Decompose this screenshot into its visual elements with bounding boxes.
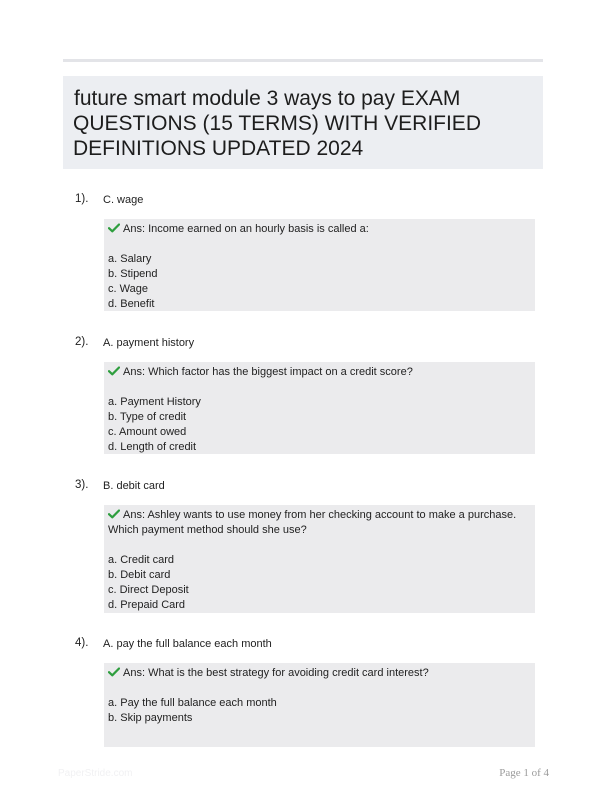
option-item: b. Debit card — [108, 569, 171, 581]
question-term: A. payment history — [103, 337, 195, 349]
option-item: a. Salary — [108, 253, 152, 265]
options-list — [108, 395, 529, 455]
answer-question-text: Which payment method should she use? — [108, 524, 307, 536]
option-item: b. Stipend — [108, 268, 158, 280]
title-line: QUESTIONS (15 TERMS) WITH VERIFIED — [73, 112, 481, 135]
answer-question-text: Ans: Income earned on an hourly basis is called a: — [123, 223, 369, 235]
question-number: 2). — [75, 336, 89, 348]
options-list — [108, 553, 529, 613]
answer-question-text: Ans: What is the best strategy for avoiding credit card interest? — [123, 667, 429, 679]
answer-question — [108, 508, 529, 523]
option-item: a. Payment History — [108, 396, 201, 408]
option-item: c. Amount owed — [108, 426, 187, 438]
question-number: 4). — [75, 637, 89, 649]
checkmark-icon — [108, 223, 120, 233]
question-term: C. wage — [103, 194, 144, 206]
option-item: c. Direct Deposit — [108, 584, 189, 596]
options-list — [108, 696, 529, 726]
option-item: b. Skip payments — [108, 712, 193, 724]
answer-question — [108, 222, 529, 237]
question-number: 3). — [75, 479, 89, 491]
answer-box — [104, 362, 535, 454]
option-item: d. Benefit — [108, 298, 155, 310]
top-divider — [63, 59, 543, 62]
option-item: a. Credit card — [108, 554, 175, 566]
title-line: future smart module 3 ways to pay EXAM — [74, 87, 461, 110]
answer-box — [104, 505, 535, 613]
page-number: Page 1 of 4 — [499, 767, 549, 779]
checkmark-icon — [108, 509, 120, 519]
option-item: b. Type of credit — [108, 411, 187, 423]
options-list — [108, 252, 529, 312]
checkmark-icon — [108, 366, 120, 376]
question-number: 1). — [75, 193, 89, 205]
option-item: c. Wage — [108, 283, 148, 295]
option-item: d. Length of credit — [108, 441, 197, 453]
document-title-box — [63, 76, 543, 169]
document-title — [73, 86, 533, 161]
answer-box — [104, 663, 535, 747]
option-item: d. Prepaid Card — [108, 599, 186, 611]
answer-question — [108, 666, 529, 681]
title-line: DEFINITIONS UPDATED 2024 — [73, 137, 364, 160]
answer-question-text: Ans: Which factor has the biggest impact on a credit score? — [123, 366, 413, 378]
answer-box — [104, 219, 535, 311]
answer-question — [108, 365, 529, 380]
footer-watermark: PaperStride.com — [58, 768, 133, 779]
option-item: a. Pay the full balance each month — [108, 697, 277, 709]
question-term: B. debit card — [103, 480, 165, 492]
checkmark-icon — [108, 667, 120, 677]
question-term: A. pay the full balance each month — [103, 638, 272, 650]
answer-question-text: Ans: Ashley wants to use money from her checking account to make a purchase. — [123, 509, 517, 521]
